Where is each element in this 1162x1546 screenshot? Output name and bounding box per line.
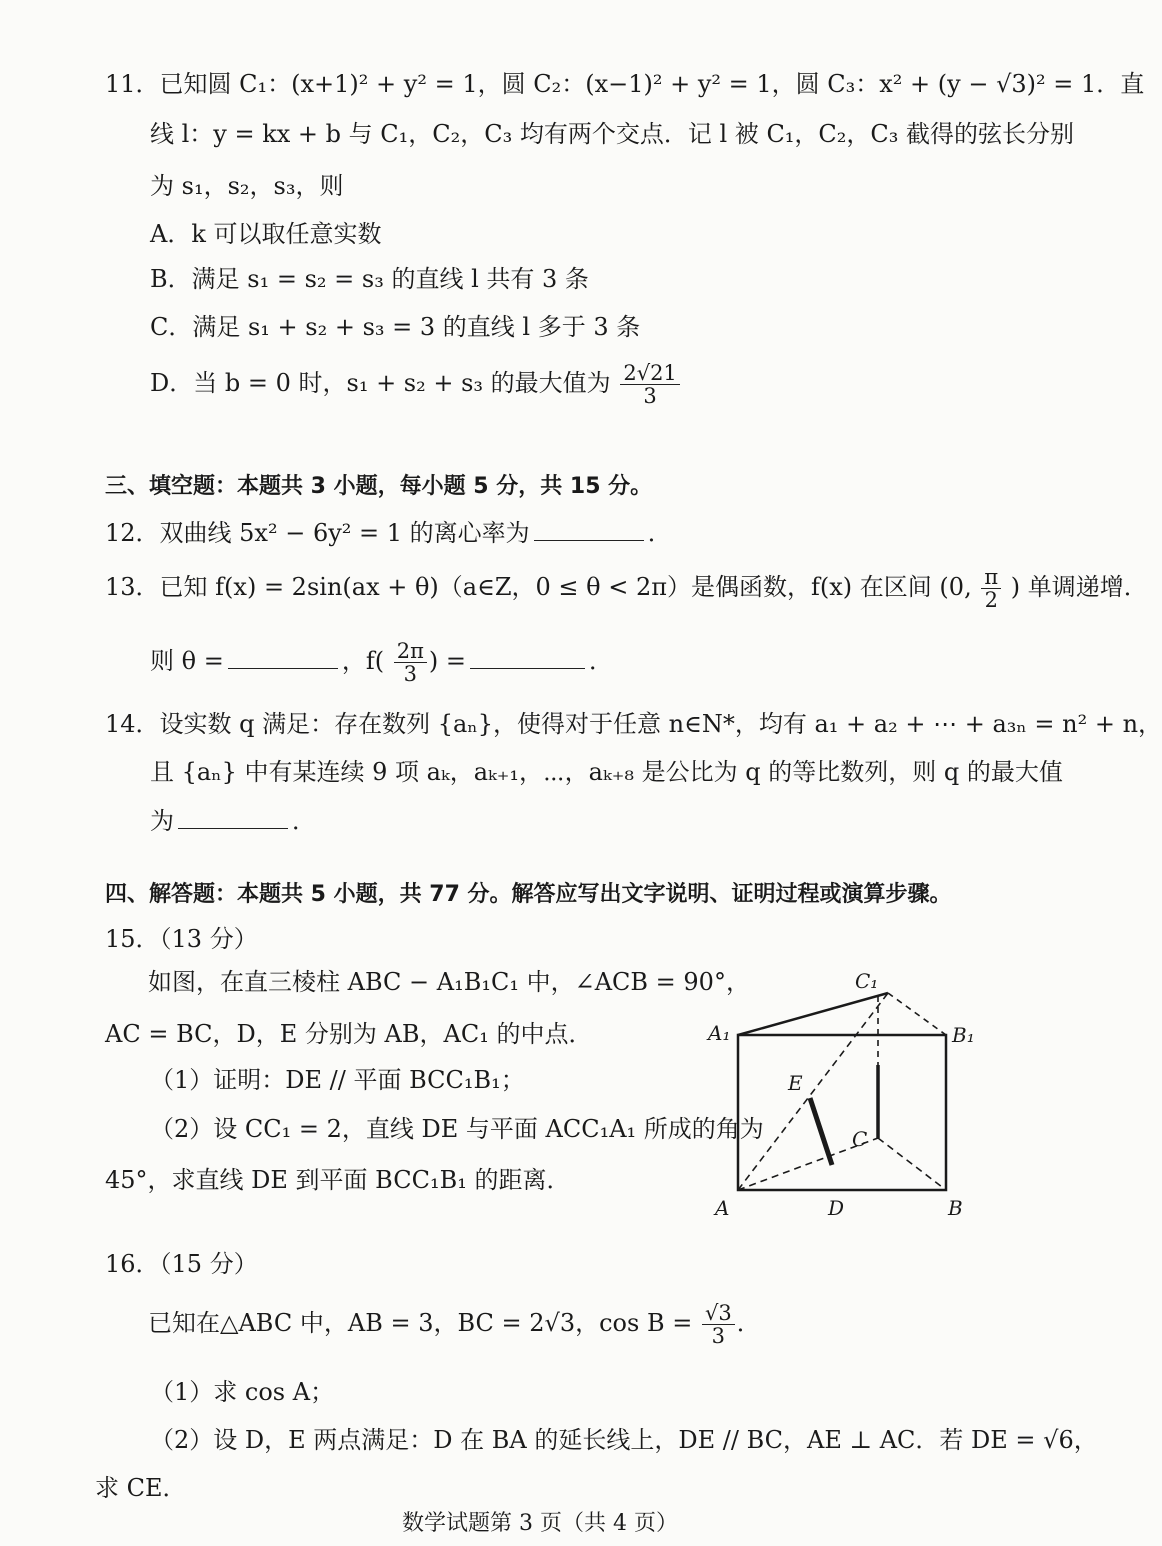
q13-line1 bbox=[105, 566, 1148, 611]
q11-line2: 线 l：y = kx + b 与 C₁，C₂，C₃ 均有两个交点．记 l 被 C₁，C₂，C₃ 截得的弦长分别 bbox=[150, 120, 1075, 148]
edge-c-b bbox=[878, 1138, 946, 1190]
q16-text: 已知在△ABC 中，AB = 3，BC = 2√3，cos B = bbox=[148, 1309, 693, 1338]
fraction-denominator: 2 bbox=[984, 588, 998, 613]
q12-text: 12．双曲线 5x² − 6y² = 1 的离心率为 bbox=[105, 519, 530, 547]
q14-end: ． bbox=[292, 807, 316, 835]
fraction-denominator: 3 bbox=[711, 1324, 726, 1349]
q16-line1 bbox=[148, 1302, 761, 1347]
q11-line3: 为 s₁，s₂，s₃，则 bbox=[150, 172, 344, 200]
segment-de bbox=[810, 1098, 832, 1165]
edge-a-c1 bbox=[738, 993, 888, 1190]
q13-theta-label: 则 θ = bbox=[150, 647, 224, 676]
label-c: C bbox=[852, 1127, 868, 1151]
q11-option-a: A．k 可以取任意实数 bbox=[150, 220, 382, 248]
label-b1: B₁ bbox=[952, 1023, 975, 1047]
q12 bbox=[105, 518, 672, 548]
q15-line2: AC = BC，D，E 分别为 AB，AC₁ 的中点． bbox=[105, 1020, 593, 1048]
q12-end: ． bbox=[647, 519, 672, 547]
answer-blank[interactable] bbox=[178, 806, 288, 829]
q15-line1: 如图，在直三棱柱 ABC − A₁B₁C₁ 中，∠ACB = 90°， bbox=[148, 968, 750, 996]
fraction-numerator: 2π bbox=[394, 640, 427, 663]
edge-a1-c1 bbox=[738, 993, 888, 1035]
q15-part2: （2）设 CC₁ = 2，直线 DE 与平面 ACC₁A₁ 所成的角为 bbox=[150, 1115, 764, 1143]
page-footer: 数学试题第 3 页（共 4 页） bbox=[402, 1511, 678, 1536]
q11-option-d-text: D．当 b = 0 时，s₁ + s₂ + s₃ 的最大值为 bbox=[150, 369, 611, 398]
q16-part2: （2）设 D，E 两点满足：D 在 BA 的延长线上，DE // BC，AE ⊥ AC．若 DE = √6， bbox=[150, 1426, 1098, 1454]
q14-line1: 14．设实数 q 满足：存在数列 {aₙ}，使得对于任意 n∈N*，均有 a₁ + a₂ + ⋯ + a₃ₙ = n² + n， bbox=[105, 710, 1162, 738]
label-a1: A₁ bbox=[708, 1021, 731, 1045]
fraction-numerator: π bbox=[981, 566, 1001, 589]
q13-text-end: ) 单调递增． bbox=[1010, 573, 1148, 602]
label-c1: C₁ bbox=[855, 969, 879, 993]
q16-part1: （1）求 cos A； bbox=[150, 1378, 335, 1406]
answer-blank[interactable] bbox=[534, 518, 644, 541]
q11-option-c: C．满足 s₁ + s₂ + s₃ = 3 的直线 l 多于 3 条 bbox=[150, 313, 641, 341]
label-a: A bbox=[715, 1196, 730, 1220]
q13-fraction-2 bbox=[394, 640, 427, 685]
answer-blank-f[interactable] bbox=[470, 646, 585, 669]
q11-line1: 11．已知圆 C₁：(x+1)² + y² = 1，圆 C₂：(x−1)² + y² = 1，圆 C₃：x² + (y − √3)² = 1．直 bbox=[105, 70, 1145, 98]
q13-text: 13．已知 f(x) = 2sin(ax + θ)（a∈Z，0 ≤ θ < 2π）是偶函数，f(x) 在区间 (0, bbox=[105, 573, 972, 602]
edge-c1-b1 bbox=[888, 993, 946, 1035]
prism-face bbox=[738, 1035, 946, 1190]
fraction-numerator: 2√21 bbox=[620, 362, 679, 385]
q13-fraction bbox=[981, 566, 1001, 611]
q14-line2: 且 {aₙ} 中有某连续 9 项 aₖ，aₖ₊₁，⋯，aₖ₊₈ 是公比为 q 的等比数列，则 q 的最大值 bbox=[150, 758, 1063, 786]
q13-line2 bbox=[150, 640, 613, 685]
fraction-numerator: √3 bbox=[702, 1302, 735, 1325]
q15-part1: （1）证明：DE // 平面 BCC₁B₁； bbox=[150, 1066, 525, 1094]
q16-title: 16．（15 分） bbox=[105, 1250, 258, 1278]
q13-f-equals: ) = bbox=[428, 647, 466, 676]
q11-option-d bbox=[150, 362, 682, 407]
q15-part2b: 45°，求直线 DE 到平面 BCC₁B₁ 的距离． bbox=[105, 1166, 571, 1194]
q16-fraction bbox=[702, 1302, 735, 1347]
q13-f-label: ，f( bbox=[341, 647, 385, 676]
prism-diagram bbox=[700, 960, 1000, 1230]
section4-header: 四、解答题：本题共 5 小题，共 77 分。解答应写出文字说明、证明过程或演算步骤。 bbox=[105, 882, 952, 907]
label-e: E bbox=[788, 1071, 803, 1095]
q13-end: ． bbox=[589, 647, 613, 676]
label-b: B bbox=[948, 1196, 963, 1220]
q11-option-b: B．满足 s₁ = s₂ = s₃ 的直线 l 共有 3 条 bbox=[150, 265, 589, 293]
fraction-denominator: 3 bbox=[403, 662, 417, 687]
q14-line3 bbox=[150, 806, 316, 836]
fraction-denominator: 3 bbox=[643, 384, 657, 409]
q14-text: 为 bbox=[150, 807, 174, 835]
answer-blank-theta[interactable] bbox=[228, 646, 338, 669]
prism-figure bbox=[700, 960, 1000, 1230]
q16-part2b: 求 CE． bbox=[95, 1474, 187, 1502]
label-d: D bbox=[828, 1196, 845, 1220]
q11-option-d-fraction bbox=[620, 362, 679, 407]
section3-header: 三、填空题：本题共 3 小题，每小题 5 分，共 15 分。 bbox=[105, 474, 653, 499]
q16-text-end: ． bbox=[736, 1309, 761, 1338]
q15-title: 15．（13 分） bbox=[105, 925, 258, 953]
